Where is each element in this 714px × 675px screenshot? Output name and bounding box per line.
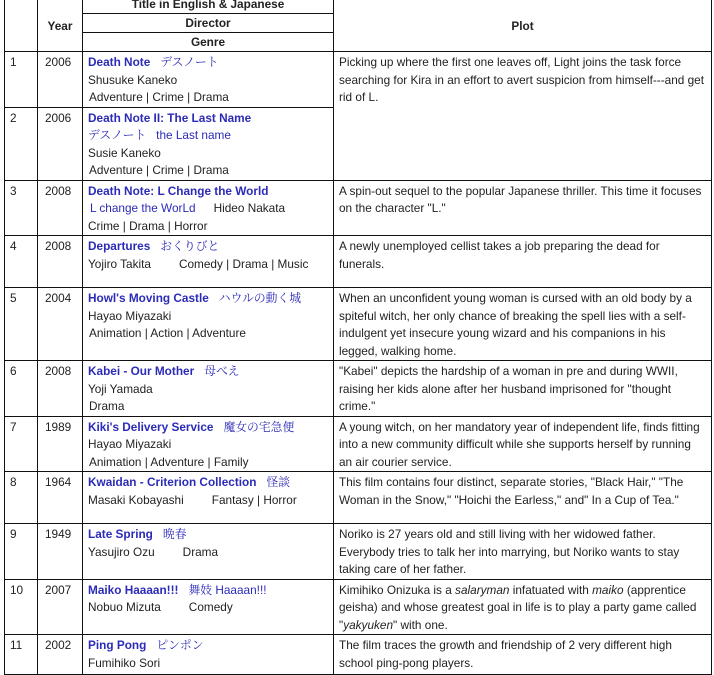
title-japanese: 母べえ [204,364,240,378]
title-japanese: L change the WorLd [90,201,196,215]
title-cell [83,472,334,524]
table-row [5,236,712,288]
plot-text-segment: yakyuken [343,617,394,632]
plot-text: "Kabei" depicts the hardship of a woman in pre and during WWII, raising her kids alone after her husband imprisoned for "thought crime." [339,364,678,413]
title-japanese: 怪談 [266,475,291,489]
director: Susie Kaneko [88,145,161,160]
row-number: 10 [10,582,24,597]
plot-text: Noriko is 27 years old and still living with her widowed father. Everybody tries to talk her into marrying, but Noriko wants to stay taking care of her father. [339,527,680,576]
genre: Adventure | Crime | Drama [89,163,229,177]
header-row [5,0,712,52]
plot-cell [334,472,712,524]
plot-cell [334,416,712,472]
plot-text-segment: maiko [592,582,624,597]
genre: Fantasy | Horror [211,492,297,507]
director: Yoji Yamada [88,381,153,396]
plot-text: Picking up where the first one leaves off, Light joins the task force searching for Kira in an effort to avert suspicion from himself---and get rid of L. [339,55,704,104]
table-row [5,524,712,580]
title-cell [83,180,334,236]
title-japanese: ハウルの動く城 [218,291,302,305]
row-year: 1989 [45,419,72,434]
header-num [5,0,38,52]
row-year: 2008 [45,183,72,198]
row-year: 1949 [45,527,72,541]
row-number: 4 [10,239,17,253]
title-english: Kwaidan - Criterion Collection [88,475,257,489]
header-title: Title in English & Japanese [83,0,333,14]
genre: Comedy [188,600,233,614]
title-cell [83,579,334,635]
plot-text-segment: (apprentice geisha) and whose greatest goal in life is to play a party game called " [339,582,697,632]
title-cell [83,288,334,361]
row-number: 6 [10,364,17,378]
plot-cell [334,52,712,181]
plot-cell [334,236,712,288]
row-number: 11 [10,638,23,652]
row-year: 2007 [45,582,72,597]
plot-text: A young witch, on her mandatory year of independent life, finds fitting into a new community difficult while she supports herself by running an air courier service. [339,419,700,469]
title-english: Howl's Moving Castle [88,291,209,305]
director: Hayao Miyazaki [88,437,172,451]
director: Hideo Nakata [213,201,286,215]
genre: Drama [89,399,125,413]
row-year: 2006 [45,110,72,125]
title-english: Death Note: L Change the World [88,183,269,198]
title-english: Death Note II: The Last Name [88,110,252,125]
row-year: 2008 [45,239,72,253]
header-genre: Genre [190,35,226,49]
title-japanese: デスノート [160,55,219,69]
row-number: 9 [10,527,17,541]
row-year: 2004 [45,291,72,305]
title-cell [83,236,334,288]
title-japanese: デスノート [88,128,147,142]
header-plot: Plot [334,0,712,52]
genre: Crime | Drama | Horror [88,218,208,233]
genre: Comedy | Drama | Music [178,256,309,271]
genre: Animation | Action | Adventure [89,326,246,340]
row-number: 2 [10,110,17,125]
table-row [5,288,712,361]
header-director: Director [83,14,333,33]
row-number: 5 [10,291,17,305]
director: Shusuke Kaneko [88,72,178,87]
row-number: 3 [10,183,17,198]
title-english: Maiko Haaaan!!! [88,582,179,597]
row-year: 2008 [45,364,72,378]
plot-cell [334,180,712,236]
table-row [5,52,712,108]
director: Hayao Miyazaki [88,308,172,323]
plot-cell [334,361,712,417]
title-japanese-extra: the Last name [156,128,231,142]
title-cell [83,361,334,417]
table-row [5,472,712,524]
title-japanese: 晩春 [162,527,187,541]
plot-text: The film traces the growth and friendship of 2 very different high school ping-pong players. [339,638,672,670]
title-japanese: 舞妓 Haaaan!!! [188,582,267,597]
plot-cell [334,288,712,361]
title-english: Kabei - Our Mother [88,364,195,378]
table-row [5,361,712,417]
title-cell [83,524,334,580]
title-cell [83,107,334,180]
plot-cell [334,579,712,635]
director: Fumihiko Sori [88,655,161,670]
row-year: 2006 [45,55,72,69]
title-english: Late Spring [88,527,153,541]
plot-text-segment: salaryman [455,582,510,597]
title-english: Ping Pong [88,638,147,652]
row-year: 1964 [45,475,72,489]
row-number: 1 [10,55,17,69]
plot-text-segment: " with one. [393,617,448,632]
plot-text: A newly unemployed cellist takes a job preparing the dead for funerals. [339,239,660,271]
table-row [5,416,712,472]
title-cell [83,416,334,472]
director: Masaki Kobayashi [88,492,184,507]
genre: Drama [182,544,219,559]
plot-text: When an unconfident young woman is cursed with an old body by a spiteful witch, her only chance of breaking the spell lies with a self-indulgent yet insecure young wizard and his companions in his legged, walking home. [339,291,692,358]
row-number: 8 [10,475,17,489]
table-row [5,635,712,675]
title-cell [83,635,334,675]
title-english: Death Note [88,55,151,69]
title-japanese: おくりびと [160,239,220,253]
plot-cell [334,524,712,580]
title-english: Departures [88,239,151,253]
row-year: 2002 [45,638,72,652]
title-cell [83,52,334,108]
plot-text: This film contains four distinct, separate stories, "Black Hair," "The Woman in the Snow," "Hoichi the Earless," and" In a Cup of Tea." [339,475,684,507]
director: Yasujiro Ozu [88,544,155,559]
title-japanese: 魔女の宅急便 [223,419,295,434]
plot-text-segment: Kimihiko Onizuka is a [339,582,456,597]
header-year: Year [38,0,83,52]
genre: Adventure | Crime | Drama [89,90,229,104]
title-english: Kiki's Delivery Service [88,419,214,434]
movie-table [4,0,712,675]
header-title-group [83,0,334,52]
table-row [5,579,712,635]
director: Nobuo Mizuta [88,600,161,614]
plot-text-segment: infatuated with [509,582,593,597]
table-row [5,180,712,236]
title-japanese: ピンポン [156,638,204,652]
genre: Animation | Adventure | Family [89,454,249,469]
row-number: 7 [10,419,17,434]
plot-text: A spin-out sequel to the popular Japanese thriller. This time it focuses on the character "L." [339,183,702,215]
plot-cell [334,635,712,675]
director: Yojiro Takita [88,256,151,271]
